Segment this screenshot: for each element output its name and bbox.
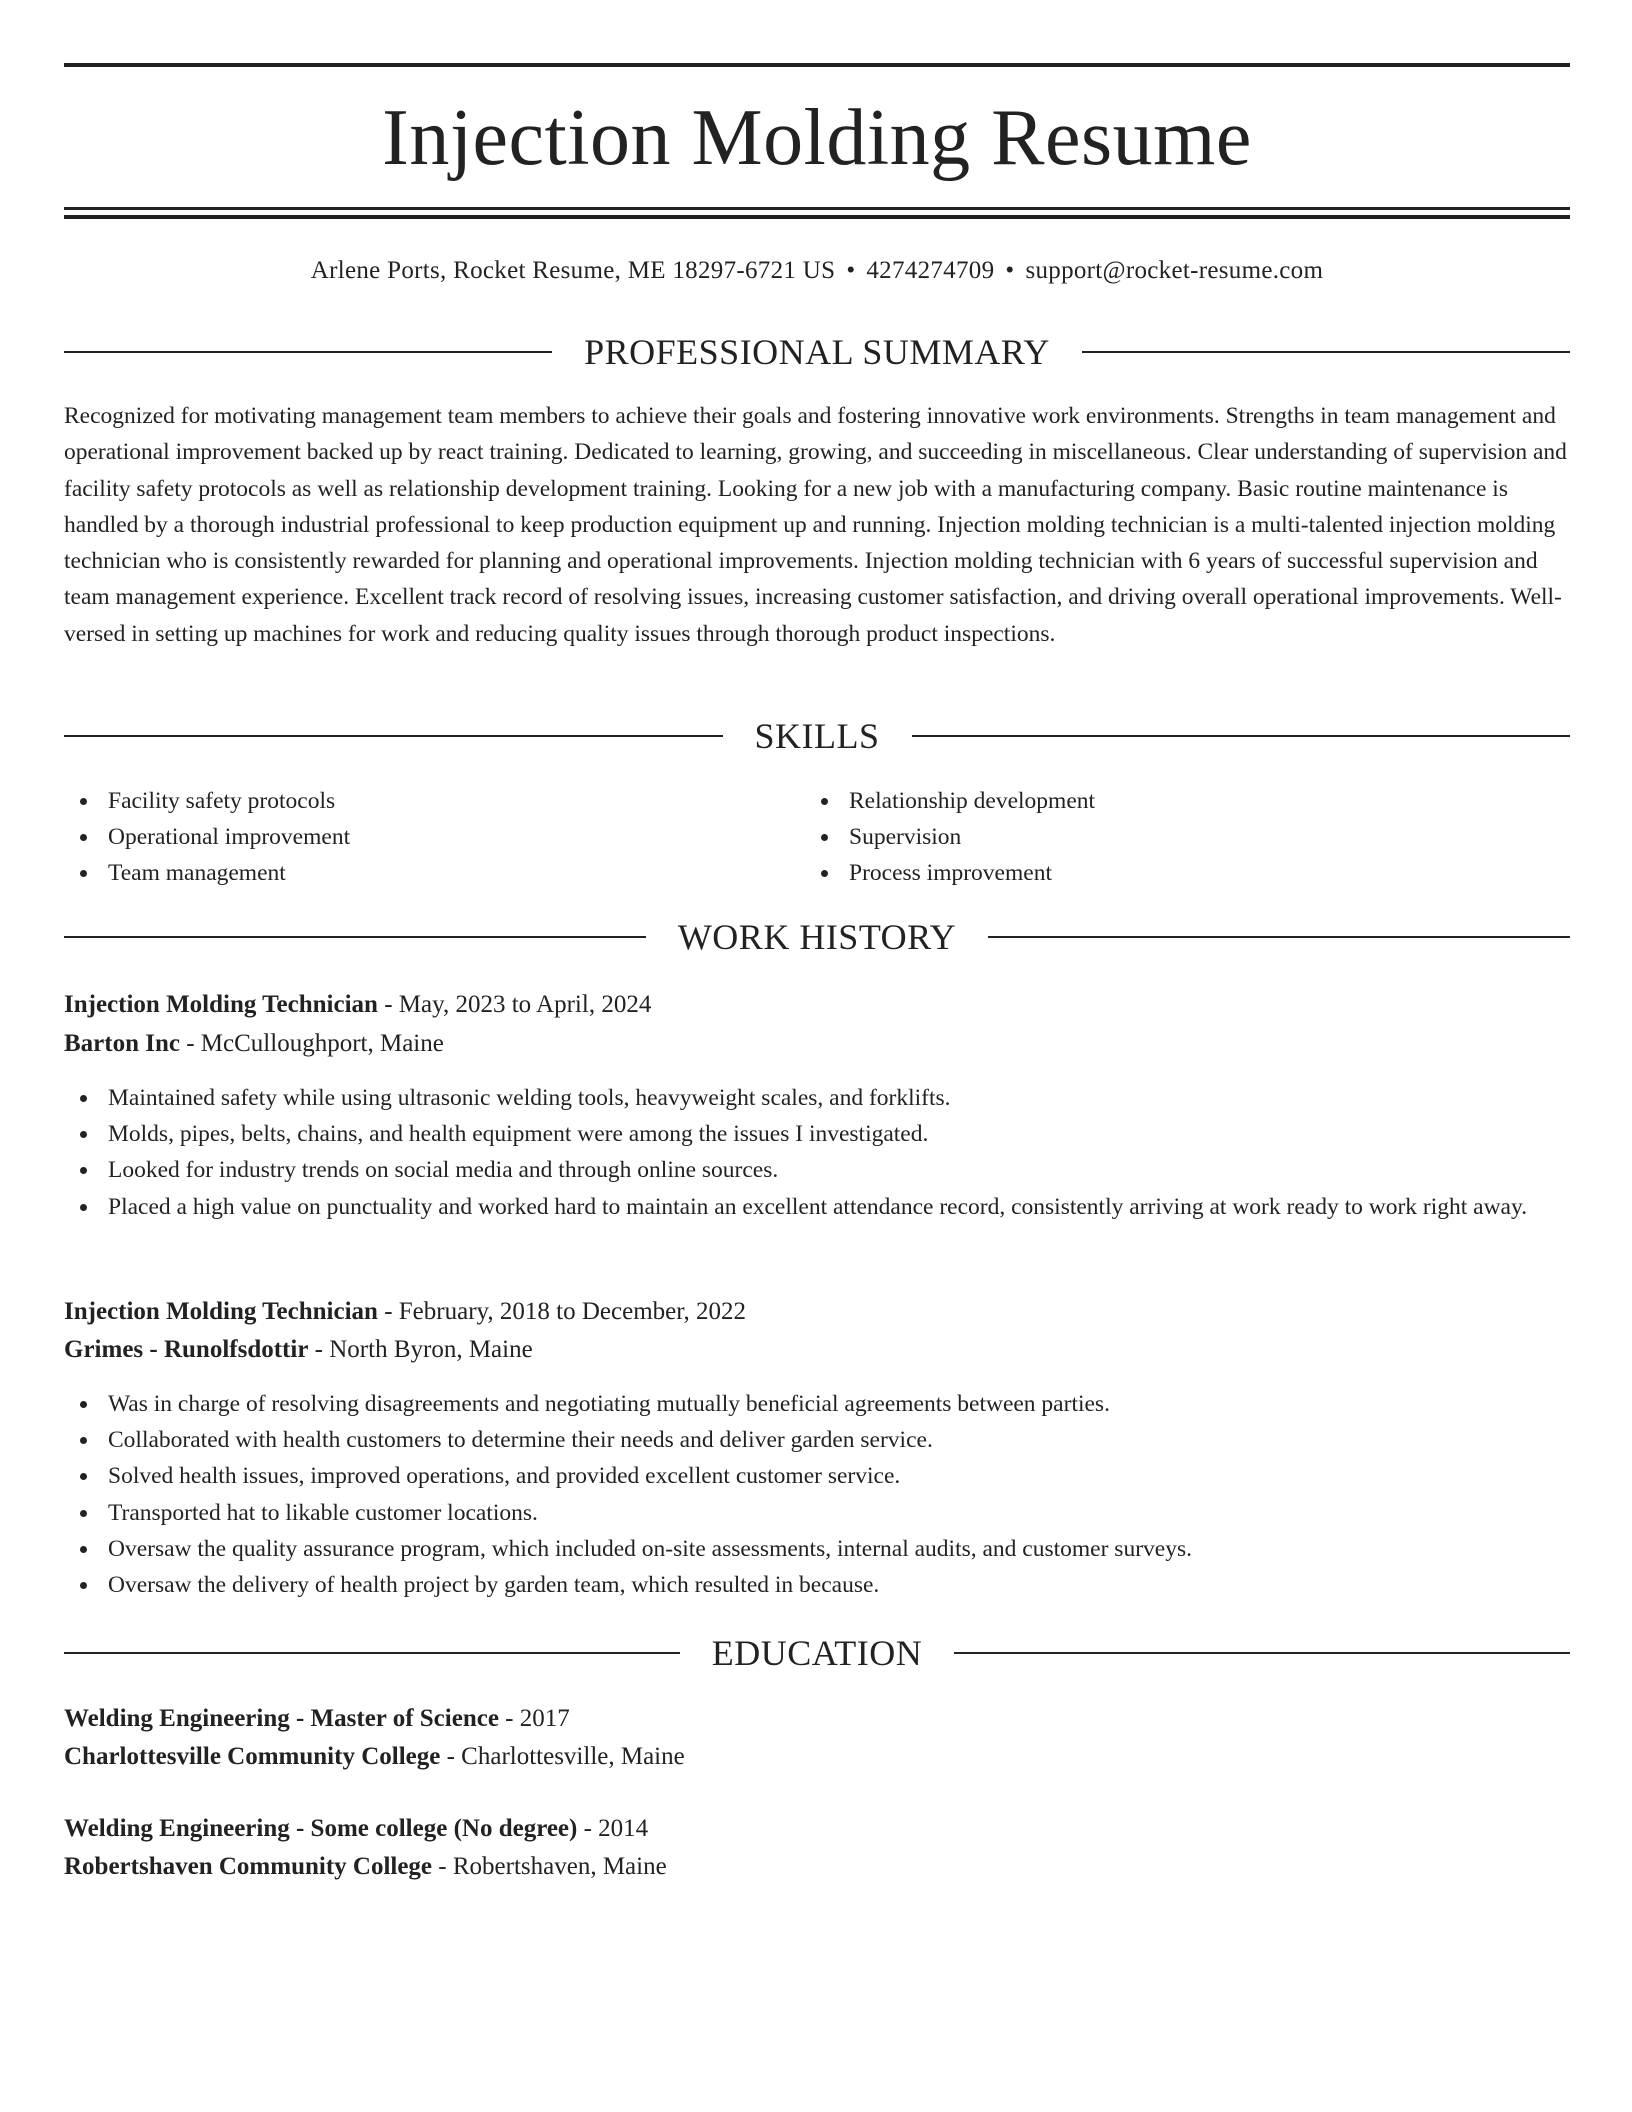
contact-email: support@rocket-resume.com	[1025, 257, 1324, 284]
top-rule	[64, 63, 1570, 67]
work-heading	[64, 915, 1570, 959]
job-bullet: Oversaw the delivery of health project by garden team, which resulted in because.	[64, 1567, 1570, 1603]
heading-rule-right	[1082, 351, 1570, 353]
job-bullet: Placed a high value on punctuality and worked hard to maintain an excellent attendance record, consistently arriving at work ready to work right away.	[64, 1189, 1570, 1225]
education-degree-line	[64, 1700, 1570, 1738]
job-company-line	[64, 1025, 1570, 1063]
job-bullet: Looked for industry trends on social media and through online sources.	[64, 1152, 1570, 1188]
job-company-line	[64, 1331, 1570, 1369]
skills-heading	[64, 714, 1570, 758]
education-degree: Welding Engineering - Master of Science	[64, 1705, 499, 1732]
education-school-line	[64, 1848, 1570, 1886]
skill-item: Relationship development	[805, 783, 1570, 819]
job-bullets	[64, 1386, 1570, 1603]
job-location: - McCulloughport, Maine	[179, 1030, 444, 1057]
heading-rule-left	[64, 351, 552, 353]
heading-rule-left	[64, 936, 646, 938]
skill-item: Supervision	[805, 819, 1570, 855]
skills-column-right	[805, 783, 1570, 891]
title-rule-upper	[64, 207, 1570, 210]
skill-item: Process improvement	[805, 855, 1570, 891]
job-bullet: Transported hat to likable customer locations.	[64, 1495, 1570, 1531]
job-title: Injection Molding Technician	[64, 991, 378, 1018]
education-school: Robertshaven Community College	[64, 1853, 433, 1880]
job-dates: - February, 2018 to December, 2022	[377, 1298, 747, 1325]
education-degree: Welding Engineering - Some college (No degree)	[64, 1815, 578, 1842]
job-company: Grimes - Runolfsdottir	[64, 1336, 309, 1363]
contact-line	[64, 253, 1570, 289]
job-bullet: Maintained safety while using ultrasonic welding tools, heavyweight scales, and forklifts.	[64, 1080, 1570, 1116]
education-location: - Charlottesville, Maine	[440, 1743, 685, 1770]
contact-phone: 4274274709	[866, 257, 995, 284]
job-title: Injection Molding Technician	[64, 1298, 378, 1325]
job-bullet: Collaborated with health customers to determine their needs and deliver garden service.	[64, 1422, 1570, 1458]
skills-heading-text: SKILLS	[754, 716, 880, 756]
skill-item: Facility safety protocols	[64, 783, 805, 819]
contact-separator: •	[1005, 257, 1015, 284]
heading-rule-left	[64, 735, 723, 737]
education-year: - 2017	[498, 1705, 570, 1732]
job-dates: - May, 2023 to April, 2024	[377, 991, 652, 1018]
education-heading	[64, 1631, 1570, 1675]
contact-address: Arlene Ports, Rocket Resume, ME 18297-6721 US	[310, 257, 836, 284]
heading-rule-right	[954, 1652, 1570, 1654]
job-bullet: Was in charge of resolving disagreements and negotiating mutually beneficial agreements between parties.	[64, 1386, 1570, 1422]
skills-list	[64, 783, 1570, 891]
heading-rule-right	[988, 936, 1570, 938]
job-bullet: Molds, pipes, belts, chains, and health equipment were among the issues I investigated.	[64, 1116, 1570, 1152]
heading-rule-left	[64, 1652, 680, 1654]
skill-item: Operational improvement	[64, 819, 805, 855]
job-bullet: Solved health issues, improved operations, and provided excellent customer service.	[64, 1458, 1570, 1494]
job-bullets	[64, 1080, 1570, 1225]
work-heading-text: WORK HISTORY	[677, 917, 957, 957]
job-location: - North Byron, Maine	[308, 1336, 533, 1363]
job-company: Barton Inc	[64, 1030, 180, 1057]
education-location: - Robertshaven, Maine	[432, 1853, 667, 1880]
summary-heading	[64, 330, 1570, 374]
skills-column-left	[64, 783, 805, 891]
job-title-line	[64, 986, 1570, 1024]
job-bullet: Oversaw the quality assurance program, which included on-site assessments, internal audits, and customer surveys.	[64, 1531, 1570, 1567]
education-year: - 2014	[577, 1815, 649, 1842]
education-school: Charlottesville Community College	[64, 1743, 441, 1770]
education-heading-text: EDUCATION	[711, 1633, 923, 1673]
contact-separator: •	[846, 257, 856, 284]
job-title-line	[64, 1293, 1570, 1331]
summary-paragraph: Recognized for motivating management team members to achieve their goals and fostering innovative work environments. Strengths in team management and operational improvement backed up by react training. Dedicated to learning, growing, and succeeding in miscellaneous. Clear understanding of supervision and facility safety protocols as well as relationship development training. Looking for a new job with a manufacturing company. Basic routine maintenance is handled by a thorough industrial professional to keep production equipment up and running. Injection molding technician is a multi-talented injection molding technician who is consistently rewarded for planning and operational improvements. Injection molding technician with 6 years of successful supervision and team management experience. Excellent track record of resolving issues, increasing customer satisfaction, and driving overall operational improvements. Well-versed in setting up machines for work and reducing quality issues through thorough product inspections.	[64, 403, 1567, 647]
education-degree-line	[64, 1810, 1570, 1848]
page-title: Injection Molding Resume	[382, 94, 1252, 182]
heading-rule-right	[912, 735, 1571, 737]
skill-item: Team management	[64, 855, 805, 891]
education-school-line	[64, 1738, 1570, 1776]
title-rule-lower	[64, 215, 1570, 219]
summary-heading-text: PROFESSIONAL SUMMARY	[584, 332, 1050, 372]
